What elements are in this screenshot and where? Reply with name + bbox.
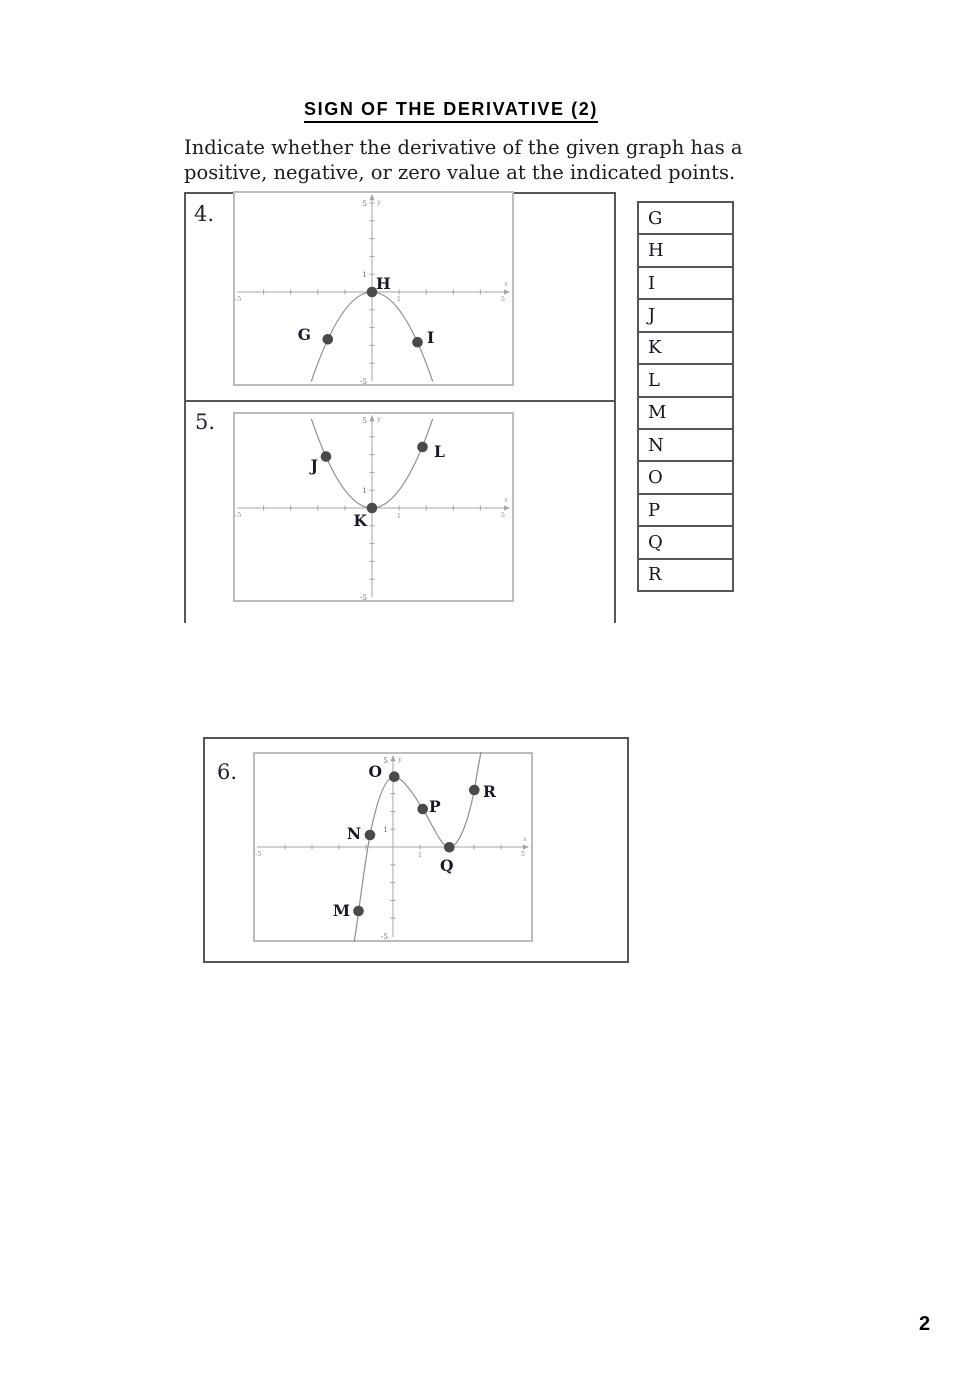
point-dot-M xyxy=(353,906,364,917)
point-dot-N xyxy=(365,830,376,841)
tick-label: x xyxy=(504,496,508,504)
answer-row-label: M xyxy=(648,402,667,424)
graph-svg-4 xyxy=(233,191,514,386)
point-dot-O xyxy=(389,771,400,782)
tick-label: -5 xyxy=(235,295,242,303)
answer-row-label: K xyxy=(648,337,662,359)
tick-label: -5 xyxy=(380,932,388,941)
problem-5-number: 5. xyxy=(195,410,216,434)
answer-row-H xyxy=(639,235,732,267)
page-number: 2 xyxy=(919,1313,931,1335)
point-label-R: R xyxy=(483,782,496,801)
point-dot-I xyxy=(412,337,423,348)
tick-label: -5 xyxy=(359,593,367,602)
tick-label: 1 xyxy=(383,825,388,834)
point-label-N: N xyxy=(346,824,361,843)
answer-row-K xyxy=(639,333,732,365)
answer-row-label: Q xyxy=(648,531,663,553)
graph-4 xyxy=(233,191,514,386)
point-dot-J xyxy=(321,451,332,462)
point-dot-P xyxy=(417,804,428,815)
tick-label: 5 xyxy=(520,850,526,858)
graph-svg-6 xyxy=(253,752,533,942)
graph-svg-5 xyxy=(233,412,514,602)
answer-table xyxy=(637,201,734,592)
answer-row-I xyxy=(639,268,732,300)
point-dot-Q xyxy=(444,842,455,853)
instructions-line-2: positive, negative, or zero value at the indicated points. xyxy=(184,161,736,184)
graph-5 xyxy=(233,412,514,602)
answer-row-label: N xyxy=(648,434,664,456)
graph-6 xyxy=(253,752,533,942)
table-row-divider xyxy=(186,400,614,402)
tick-label: -5 xyxy=(235,511,242,519)
answer-row-label: O xyxy=(648,467,663,489)
point-label-P: P xyxy=(429,797,441,816)
problem-6-number: 6. xyxy=(217,760,238,784)
tick-label: y xyxy=(398,755,402,763)
point-label-Q: Q xyxy=(440,856,454,875)
answer-row-O xyxy=(639,462,732,494)
point-label-O: O xyxy=(368,762,382,781)
point-label-M: M xyxy=(332,901,350,920)
tick-label: 1 xyxy=(417,851,423,859)
tick-label: x xyxy=(523,835,527,843)
tick-label: y xyxy=(377,415,381,423)
tick-label: 5 xyxy=(383,756,388,765)
point-label-K: K xyxy=(353,511,367,530)
answer-row-label: R xyxy=(648,564,662,586)
tick-label: 1 xyxy=(362,486,367,495)
answer-row-G xyxy=(639,203,732,235)
answer-row-label: H xyxy=(648,240,664,262)
tick-label: y xyxy=(377,198,381,206)
point-label-J: J xyxy=(310,456,318,475)
answer-row-M xyxy=(639,398,732,430)
point-dot-G xyxy=(323,334,334,345)
answer-row-Q xyxy=(639,527,732,559)
point-dot-K xyxy=(367,503,378,514)
answer-row-label: P xyxy=(648,499,661,521)
tick-label: 5 xyxy=(362,416,367,425)
page-title-text: SIGN OF THE DERIVATIVE (2) xyxy=(304,99,598,123)
answer-row-label: L xyxy=(648,369,660,391)
answer-row-L xyxy=(639,365,732,397)
answer-row-label: I xyxy=(648,272,656,294)
instructions-line-1: Indicate whether the derivative of the given graph has a xyxy=(184,136,743,159)
problem-4-number: 4. xyxy=(194,202,215,226)
point-label-G: G xyxy=(297,325,311,344)
tick-label: 5 xyxy=(500,511,506,519)
point-label-H: H xyxy=(376,274,391,293)
page-title xyxy=(296,99,606,120)
tick-label: -5 xyxy=(255,850,262,858)
answer-row-P xyxy=(639,495,732,527)
tick-label: 1 xyxy=(362,270,367,279)
answer-row-label: J xyxy=(648,304,656,326)
tick-label: -5 xyxy=(359,377,367,386)
point-label-L: L xyxy=(434,442,445,461)
answer-row-label: G xyxy=(648,207,663,229)
point-dot-L xyxy=(417,442,428,453)
tick-label: 1 xyxy=(396,512,402,520)
point-label-I: I xyxy=(427,328,435,347)
point-dot-R xyxy=(469,785,480,796)
answer-row-J xyxy=(639,300,732,332)
tick-label: 5 xyxy=(500,295,506,303)
tick-label: 5 xyxy=(362,199,367,208)
answer-row-N xyxy=(639,430,732,462)
answer-row-R xyxy=(639,560,732,590)
tick-label: x xyxy=(504,280,508,288)
tick-label: 1 xyxy=(396,295,402,303)
